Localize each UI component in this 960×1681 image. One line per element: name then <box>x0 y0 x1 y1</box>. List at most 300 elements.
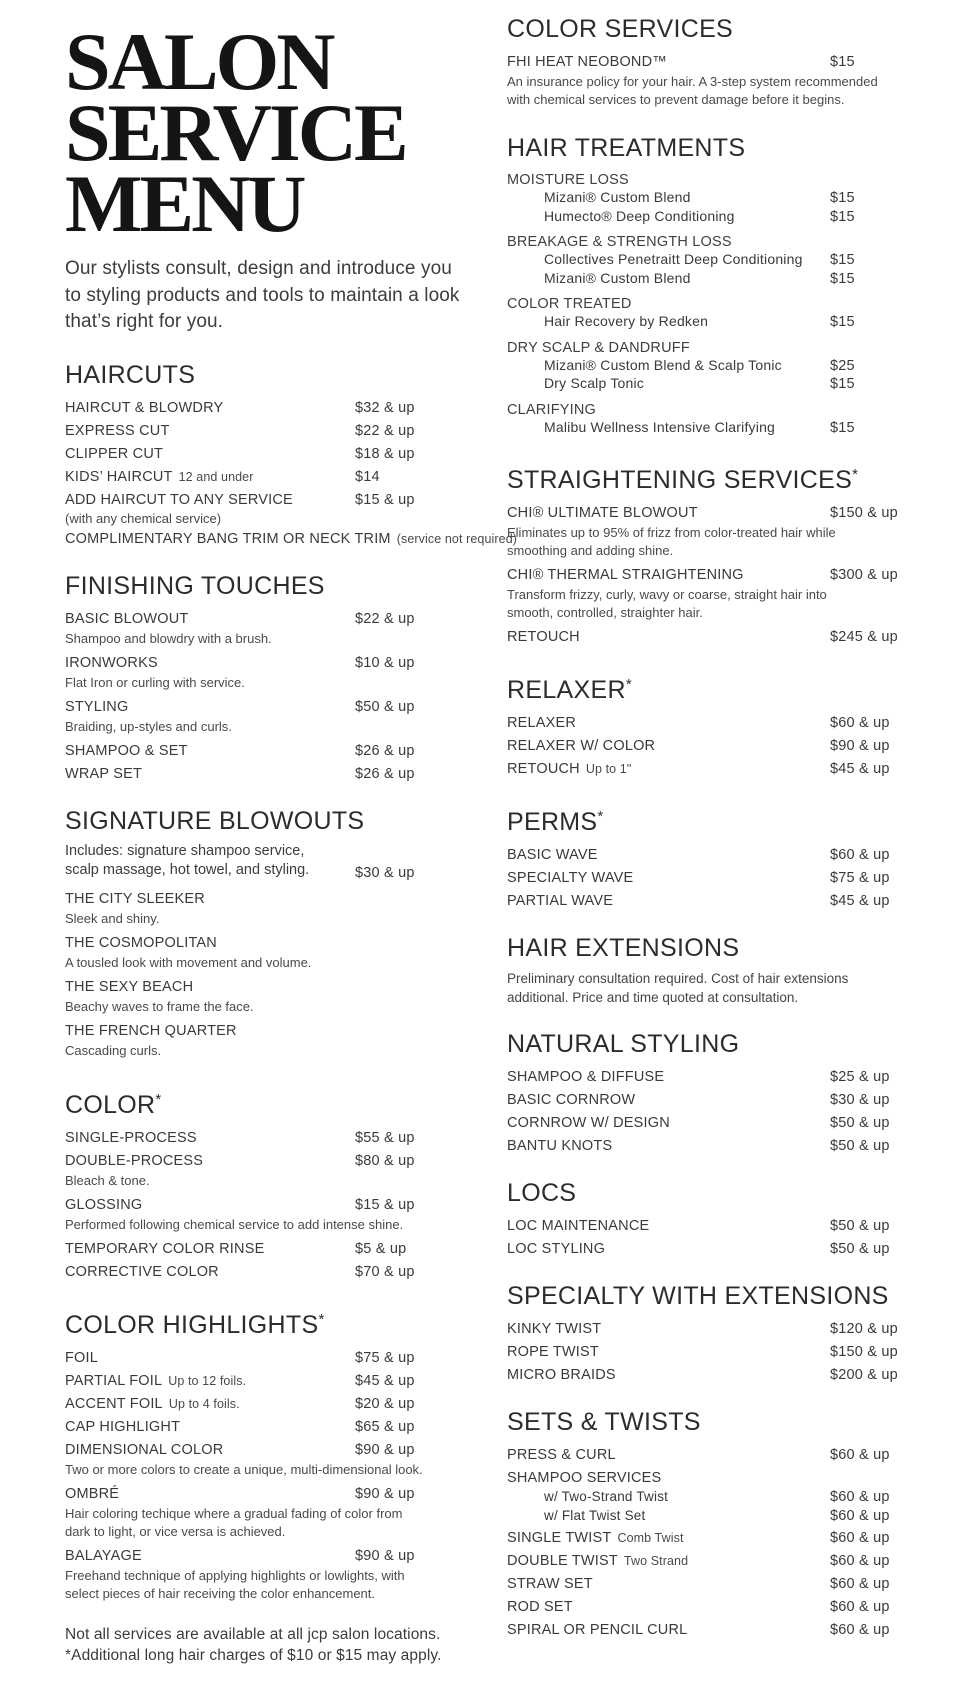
menu-item-line <box>65 977 463 997</box>
item-name: THE COSMOPOLITAN <box>65 934 217 951</box>
item-name: SINGLE TWIST Comb Twist <box>507 1530 684 1546</box>
menu-item-line <box>65 529 518 549</box>
item-name: THE CITY SLEEKER <box>65 890 205 907</box>
menu-item-row <box>507 503 909 562</box>
section-lead <box>507 969 909 1007</box>
item-price: $200 & up <box>830 1367 898 1383</box>
item-name: Humecto® Deep Conditioning <box>544 207 735 224</box>
item-name: Hair Recovery by Redken <box>544 313 709 329</box>
menu-item-row <box>65 1546 463 1605</box>
item-price: $22 & up <box>355 422 415 439</box>
item-qualifier: Up to 12 foils. <box>168 1373 247 1388</box>
menu-item-line <box>544 1507 909 1526</box>
menu-item-row <box>507 313 909 332</box>
treatment-group <box>507 295 909 332</box>
item-price: $55 & up <box>355 1129 415 1146</box>
menu-item-line <box>507 759 909 779</box>
menu-item-line <box>65 1484 463 1504</box>
menu-item-row <box>65 1440 463 1481</box>
item-price: $22 & up <box>355 610 415 627</box>
section-title: SETS & TWISTS <box>507 1408 701 1436</box>
treatment-group <box>507 401 909 438</box>
group-heading: CLARIFYING <box>507 401 597 418</box>
item-name: LOC MAINTENANCE <box>507 1218 650 1234</box>
item-price: $60 & up <box>830 1576 890 1592</box>
menu-item-row <box>507 1620 909 1640</box>
item-name: RELAXER W/ COLOR <box>507 738 656 754</box>
item-price: $300 & up <box>830 567 898 583</box>
item-price: $60 & up <box>830 1622 890 1638</box>
menu-item-row <box>65 1151 463 1192</box>
item-name: IRONWORKS <box>65 654 158 671</box>
section-title: STRAIGHTENING SERVICES* <box>507 466 858 494</box>
item-price: $60 & up <box>830 1447 890 1463</box>
item-name: CHI® THERMAL STRAIGHTENING <box>507 567 744 583</box>
menu-item-line <box>507 1365 909 1385</box>
menu-item-line <box>544 357 909 376</box>
item-price: $65 & up <box>355 1418 415 1435</box>
menu-item-row <box>507 52 909 111</box>
menu-item-row <box>507 1090 909 1110</box>
menu-item-row <box>65 933 463 974</box>
menu-item-line <box>507 565 909 585</box>
menu-item-row <box>65 653 463 694</box>
item-name: WRAP SET <box>65 765 143 782</box>
item-name: STRAW SET <box>507 1576 593 1592</box>
item-name: CLIPPER CUT <box>65 445 164 462</box>
menu-item-row <box>65 764 463 784</box>
menu-item-line <box>507 52 909 72</box>
menu-item-line <box>65 933 463 953</box>
item-name: RETOUCH Up to 1" <box>507 761 632 777</box>
section-lead-text: Preliminary consultation required. Cost of hair extensions additional. Price and time quoted at consultation. <box>507 971 849 1005</box>
item-description: Freehand technique of applying highlights or lowlights, with select pieces of hair receiving the color enhancement. <box>65 1567 405 1601</box>
item-price: $75 & up <box>355 1349 415 1366</box>
menu-item-row <box>507 270 909 289</box>
menu-item-row <box>65 1394 463 1414</box>
item-price: $15 <box>830 190 855 206</box>
item-price: $245 & up <box>830 629 898 645</box>
item-price: $75 & up <box>830 870 890 886</box>
menu-item-line <box>65 1417 463 1437</box>
item-price: $60 & up <box>830 1553 890 1569</box>
menu-item-line <box>507 1216 909 1236</box>
menu-item-row <box>507 1528 909 1548</box>
asterisk-mark: * <box>625 676 632 693</box>
item-name: Mizani® Custom Blend <box>544 189 691 205</box>
left-column <box>65 16 518 1681</box>
menu-item-row <box>65 529 518 549</box>
item-description: Performed following chemical service to add intense shine. <box>65 1216 404 1232</box>
footer-note-line-1: Not all services are available at all jcp salon locations. <box>65 1625 441 1643</box>
treatment-group <box>507 339 909 394</box>
menu-item-row <box>507 251 909 270</box>
menu-item-line <box>65 1151 463 1171</box>
asterisk-mark: * <box>318 1310 325 1328</box>
menu-item-row <box>65 467 463 487</box>
menu-title <box>65 16 463 249</box>
item-description: Shampoo and blowdry with a brush. <box>65 630 272 646</box>
item-name: ROPE TWIST <box>507 1344 599 1360</box>
menu-section <box>507 1409 909 1640</box>
item-name: RELAXER <box>507 715 577 731</box>
item-price: $50 & up <box>355 698 415 715</box>
menu-item-row <box>507 736 909 756</box>
intro-line-3: that’s right for you. <box>65 311 224 332</box>
item-name: BALAYAGE <box>65 1547 142 1564</box>
section-title: PERMS* <box>507 808 604 836</box>
item-name: PRESS & CURL <box>507 1447 616 1463</box>
menu-item-line <box>507 736 909 756</box>
menu-item-row <box>507 1507 909 1526</box>
group-heading: COLOR TREATED <box>507 296 632 312</box>
item-price: $150 & up <box>830 1344 898 1360</box>
menu-section <box>507 1180 909 1259</box>
menu-item-row <box>65 444 463 464</box>
item-name: Mizani® Custom Blend <box>544 269 691 286</box>
menu-item-line <box>544 1488 909 1507</box>
item-price: $15 <box>830 208 855 225</box>
menu-item-row <box>507 891 909 911</box>
item-price: $120 & up <box>830 1321 898 1337</box>
item-name: GLOSSING <box>65 1196 143 1213</box>
menu-item-row <box>507 357 909 376</box>
treatment-group <box>507 171 909 226</box>
menu-section <box>507 671 909 779</box>
item-description: Braiding, up-styles and curls. <box>65 718 232 734</box>
intro-line-1: Our stylists consult, design and introduce you <box>65 258 452 279</box>
menu-item-line <box>507 1528 909 1548</box>
menu-item-row <box>65 889 463 930</box>
item-name: FHI HEAT NEOBOND™ <box>507 54 667 70</box>
item-name: TEMPORARY COLOR RINSE <box>65 1240 265 1257</box>
menu-item-line <box>65 1128 463 1148</box>
item-name: THE SEXY BEACH <box>65 978 194 995</box>
menu-item-row <box>65 1262 463 1282</box>
group-heading: DRY SCALP & DANDRUFF <box>507 339 690 356</box>
menu-item-line <box>544 419 909 438</box>
item-description: Hair coloring techique where a gradual fading of color from dark to light, or vice versa is achieved. <box>65 1505 403 1539</box>
menu-item-row <box>65 490 463 526</box>
menu-item-row <box>65 1195 463 1236</box>
item-description: Cascading curls. <box>65 1042 162 1058</box>
item-price: $90 & up <box>830 738 890 754</box>
section-title: NATURAL STYLING <box>507 1030 740 1058</box>
menu-item-line <box>507 627 909 647</box>
item-price: $90 & up <box>355 1485 415 1502</box>
item-name: SPECIALTY WAVE <box>507 870 634 886</box>
item-price: $15 <box>830 252 855 268</box>
menu-item-row <box>507 759 909 779</box>
item-price: $45 & up <box>830 761 890 777</box>
menu-item-line <box>65 1440 463 1460</box>
item-price: $15 <box>830 376 855 392</box>
item-name: CORRECTIVE COLOR <box>65 1263 219 1280</box>
menu-item-line <box>507 1067 909 1087</box>
menu-item-row <box>507 375 909 394</box>
item-price: $150 & up <box>830 505 898 521</box>
item-price: $25 & up <box>830 1069 890 1085</box>
menu-item-row <box>65 609 463 650</box>
item-price: $60 & up <box>830 1507 890 1524</box>
item-price: $20 & up <box>355 1395 415 1412</box>
menu-item-line <box>65 1195 463 1215</box>
item-name: DIMENSIONAL COLOR <box>65 1441 224 1458</box>
item-qualifier: Comb Twist <box>617 1531 684 1545</box>
item-name: CHI® ULTIMATE BLOWOUT <box>507 505 698 521</box>
menu-item-line <box>507 503 909 523</box>
menu-section <box>507 935 909 1007</box>
item-price: $30 & up <box>355 864 415 881</box>
item-name: STYLING <box>65 698 129 715</box>
menu-item-line <box>65 1239 463 1259</box>
item-name: w/ Two-Strand Twist <box>544 1489 669 1504</box>
menu-item-row <box>507 1239 909 1259</box>
item-name: BASIC BLOWOUT <box>65 610 189 627</box>
item-price: $50 & up <box>830 1138 890 1154</box>
item-name: DOUBLE-PROCESS <box>65 1152 204 1169</box>
item-price: $60 & up <box>830 715 890 731</box>
menu-item-row <box>507 1113 909 1133</box>
menu-item-row <box>507 1067 909 1087</box>
item-price: $26 & up <box>355 765 415 782</box>
item-name: ACCENT FOIL Up to 4 foils. <box>65 1395 240 1412</box>
item-qualifier: Two Strand <box>623 1554 689 1568</box>
item-name: BASIC CORNROW <box>507 1092 636 1108</box>
menu-item-line <box>65 398 463 418</box>
item-name: SHAMPOO & DIFFUSE <box>507 1069 665 1085</box>
item-description: Eliminates up to 95% of frizz from color-treated hair while smoothing and adding shine. <box>507 525 836 558</box>
menu-item-row <box>65 421 463 441</box>
item-name: PARTIAL FOIL Up to 12 foils. <box>65 1372 247 1389</box>
menu-section <box>65 573 463 784</box>
item-qualifier: 12 and under <box>178 469 254 484</box>
item-note: (with any chemical service) <box>65 510 222 526</box>
menu-section <box>65 1306 463 1605</box>
item-name: LOC STYLING <box>507 1241 606 1257</box>
item-name: DOUBLE TWIST Two Strand <box>507 1553 689 1569</box>
item-name: SINGLE-PROCESS <box>65 1129 197 1146</box>
item-price: $50 & up <box>830 1218 890 1234</box>
item-description: Flat Iron or curling with service. <box>65 674 245 690</box>
menu-item-line <box>507 1342 909 1362</box>
menu-item-line <box>65 1262 463 1282</box>
item-description: A tousled look with movement and volume. <box>65 954 312 970</box>
menu-section <box>507 1283 909 1385</box>
item-price: $15 <box>830 314 855 330</box>
section-title: HAIR EXTENSIONS <box>507 934 740 962</box>
footer-note-line-2: *Additional long hair charges of $10 or $15 may apply. <box>65 1646 442 1664</box>
item-price: $60 & up <box>830 1489 890 1505</box>
menu-item-line <box>65 1546 463 1566</box>
menu-item-row <box>507 1488 909 1507</box>
section-lead-text: Includes: signature shampoo service, scalp massage, hot towel, and styling. <box>65 842 310 878</box>
item-name: ROD SET <box>507 1599 573 1615</box>
menu-section <box>507 1031 909 1156</box>
section-title: RELAXER* <box>507 676 632 704</box>
menu-item-line <box>65 1348 463 1368</box>
menu-item-line <box>544 189 909 208</box>
section-title: COLOR HIGHLIGHTS* <box>65 1310 325 1339</box>
item-price: $15 & up <box>355 1196 415 1213</box>
menu-section <box>507 135 909 437</box>
menu-item-row <box>65 1417 463 1437</box>
menu-item-row <box>507 1597 909 1617</box>
item-name: SHAMPOO & SET <box>65 742 188 759</box>
item-price: $18 & up <box>355 445 415 462</box>
menu-item-line <box>65 467 463 487</box>
menu-item-row <box>507 1551 909 1571</box>
menu-item-row <box>507 845 909 865</box>
item-name: SHAMPOO SERVICES <box>507 1470 662 1486</box>
menu-item-row <box>507 1342 909 1362</box>
menu-item-line <box>507 891 909 911</box>
menu-section <box>507 16 909 111</box>
item-name: RETOUCH <box>507 629 580 645</box>
item-qualifier: Up to 1" <box>585 762 632 776</box>
item-name: Mizani® Custom Blend & Scalp Tonic <box>544 356 782 373</box>
menu-item-line <box>507 1468 909 1488</box>
menu-item-line <box>507 1136 909 1156</box>
menu-item-line <box>544 313 909 332</box>
menu-item-line <box>507 1551 909 1571</box>
section-title: SPECIALTY WITH EXTENSIONS <box>507 1282 889 1310</box>
menu-item-row <box>507 208 909 227</box>
item-name: ADD HAIRCUT TO ANY SERVICE <box>65 491 293 508</box>
item-price: $90 & up <box>355 1441 415 1458</box>
item-description: Sleek and shiny. <box>65 910 160 926</box>
menu-section <box>65 808 463 1062</box>
section-title: FINISHING TOUCHES <box>65 571 325 600</box>
menu-item-line <box>65 444 463 464</box>
menu-title-line-1: SALON <box>65 16 333 107</box>
menu-item-line <box>544 375 909 394</box>
menu-section <box>507 803 909 911</box>
menu-item-line <box>507 1113 909 1133</box>
menu-item-line <box>507 1445 909 1465</box>
menu-item-line <box>65 421 463 441</box>
menu-item-line <box>507 713 909 733</box>
menu-item-line <box>65 764 463 784</box>
item-price: $15 <box>830 270 855 287</box>
menu-item-row <box>507 1216 909 1236</box>
item-name: Malibu Wellness Intensive Clarifying <box>544 418 776 435</box>
menu-item-line <box>544 251 909 270</box>
right-sections-container <box>507 16 909 1640</box>
item-name: THE FRENCH QUARTER <box>65 1022 237 1039</box>
menu-item-row <box>65 741 463 761</box>
item-price: $25 <box>830 357 855 374</box>
menu-item-row <box>507 713 909 733</box>
item-name: w/ Flat Twist Set <box>544 1507 646 1523</box>
menu-item-line <box>507 1319 909 1339</box>
item-price: $15 <box>830 419 855 436</box>
item-price: $45 & up <box>355 1372 415 1389</box>
item-price: $50 & up <box>830 1115 890 1131</box>
intro-line-2: to styling products and tools to maintain a look <box>65 284 460 306</box>
menu-section <box>65 360 518 549</box>
section-title: HAIR TREATMENTS <box>507 134 746 162</box>
menu-section <box>65 1086 463 1282</box>
item-price: $70 & up <box>355 1263 415 1280</box>
item-price: $10 & up <box>355 654 415 671</box>
item-description: Bleach & tone. <box>65 1172 150 1188</box>
item-name: KIDS’ HAIRCUT 12 and under <box>65 468 254 485</box>
item-name: BANTU KNOTS <box>507 1138 613 1154</box>
menu-item-line <box>65 609 463 629</box>
asterisk-mark: * <box>155 1090 162 1108</box>
menu-item-row <box>65 1484 463 1543</box>
menu-item-row <box>507 1319 909 1339</box>
menu-item-line <box>65 653 463 673</box>
menu-item-line <box>507 845 909 865</box>
item-name: EXPRESS CUT <box>65 422 170 439</box>
item-name: HAIRCUT & BLOWDRY <box>65 399 224 416</box>
menu-item-line <box>507 1620 909 1640</box>
item-price: $80 & up <box>355 1152 415 1169</box>
item-name: CORNROW W/ DESIGN <box>507 1115 670 1131</box>
item-price: $5 & up <box>355 1240 407 1257</box>
menu-item-row <box>507 1445 909 1465</box>
menu-item-row <box>507 1365 909 1385</box>
item-price: $15 <box>830 54 855 70</box>
item-name: FOIL <box>65 1349 99 1366</box>
menu-item-line <box>507 1239 909 1259</box>
menu-item-row <box>65 1348 463 1368</box>
menu-item-row <box>507 189 909 208</box>
item-price: $60 & up <box>830 1599 890 1615</box>
item-qualifier: (service not required) <box>396 531 518 546</box>
section-lead <box>65 842 463 881</box>
menu-item-line <box>65 889 463 909</box>
section-title: HAIRCUTS <box>65 360 196 389</box>
menu-item-line <box>507 1597 909 1617</box>
menu-item-row <box>507 1574 909 1594</box>
asterisk-mark: * <box>597 808 604 825</box>
menu-item-row <box>65 398 463 418</box>
menu-item-line <box>507 868 909 888</box>
section-title: SIGNATURE BLOWOUTS <box>65 806 365 835</box>
treatment-group <box>507 233 909 288</box>
item-qualifier: Up to 4 foils. <box>168 1396 240 1411</box>
item-price: $26 & up <box>355 742 415 759</box>
item-name: PARTIAL WAVE <box>507 893 614 909</box>
menu-item-row <box>65 1021 463 1062</box>
menu-item-row <box>65 1128 463 1148</box>
menu-item-row <box>65 1371 463 1391</box>
item-name: Collectives Penetraitt Deep Conditioning <box>544 251 803 267</box>
right-column <box>507 16 909 1643</box>
menu-item-line <box>65 1394 463 1414</box>
menu-item-line <box>65 697 463 717</box>
item-name: KINKY TWIST <box>507 1321 602 1337</box>
menu-item-row <box>65 1239 463 1259</box>
item-description: Beachy waves to frame the face. <box>65 998 254 1014</box>
item-price: $60 & up <box>830 847 890 863</box>
section-title: COLOR* <box>65 1090 162 1119</box>
item-name: MICRO BRAIDS <box>507 1367 616 1383</box>
item-price: $15 & up <box>355 491 415 508</box>
menu-item-line <box>65 490 463 510</box>
item-description: Transform frizzy, curly, wavy or coarse, straight hair into smooth, controlled, straighter hair. <box>507 587 827 620</box>
menu-item-row <box>507 868 909 888</box>
asterisk-mark: * <box>852 466 858 483</box>
menu-title-line-2: SERVICE <box>65 87 406 178</box>
section-title: COLOR SERVICES <box>507 15 734 43</box>
group-heading: MOISTURE LOSS <box>507 172 629 188</box>
item-description: Two or more colors to create a unique, multi-dimensional look. <box>65 1461 423 1477</box>
item-name: OMBRÉ <box>65 1485 120 1502</box>
